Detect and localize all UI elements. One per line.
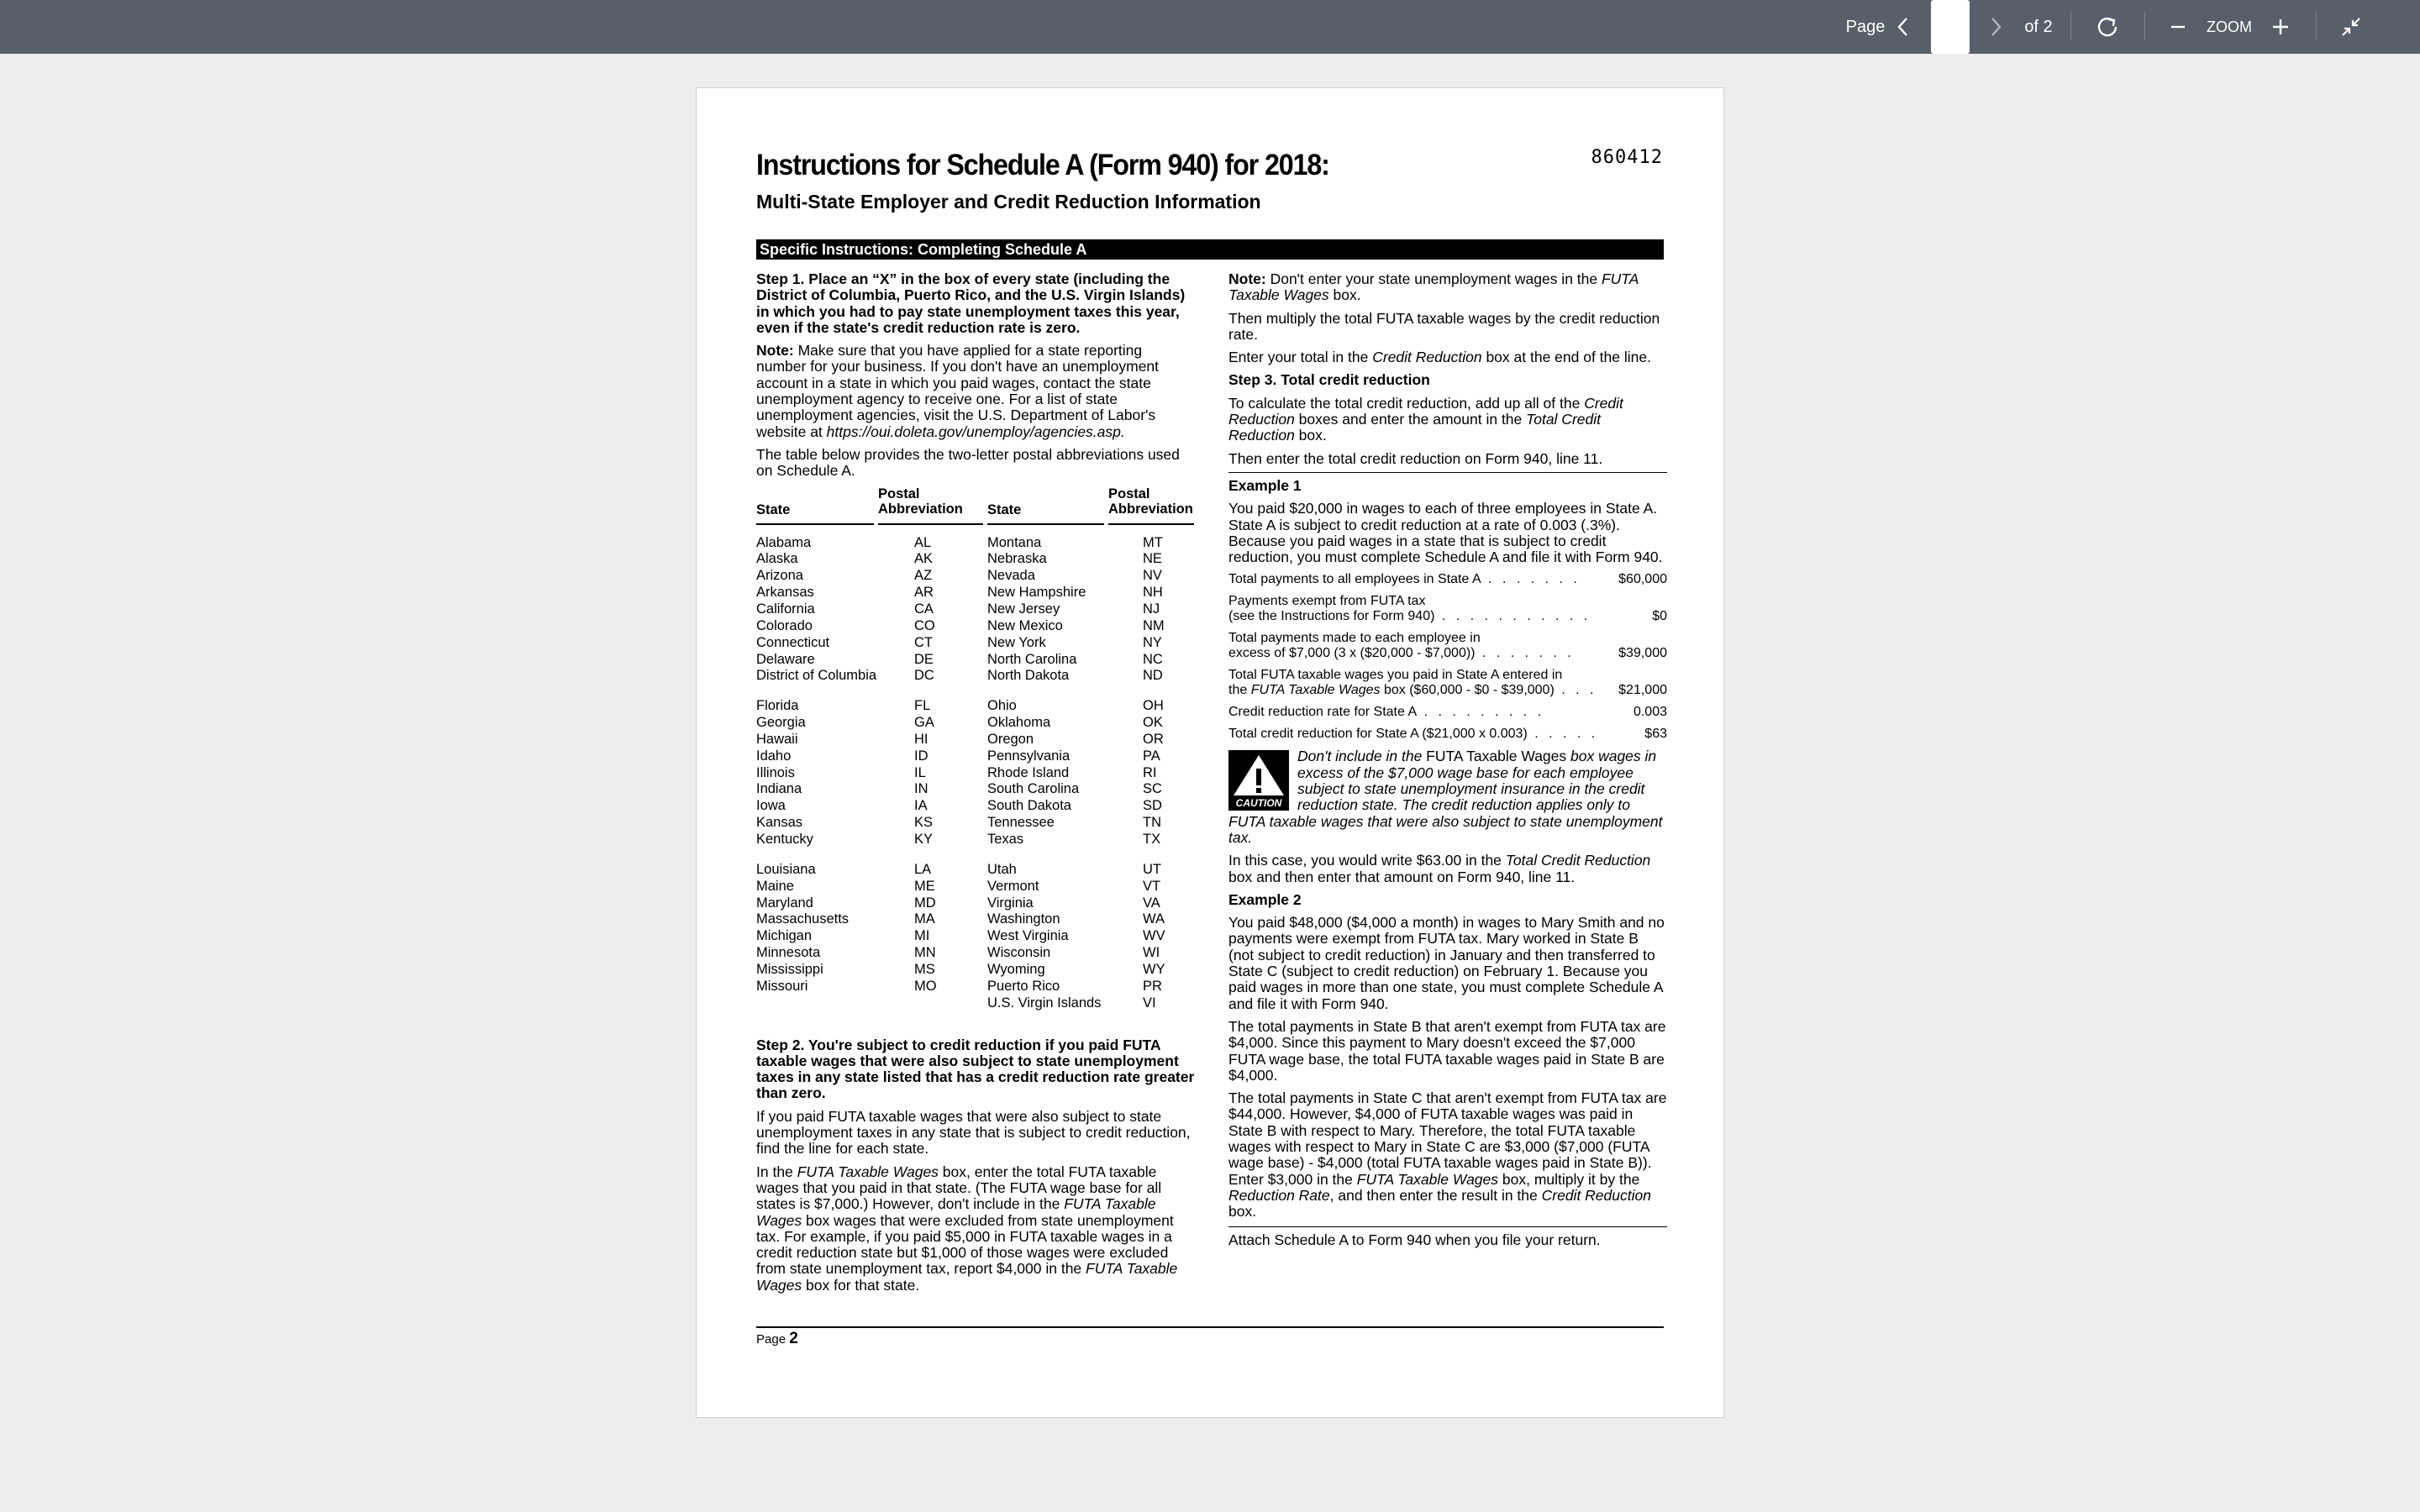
step2-heading: Step 2. You're subject to credit reduction if you paid FUTA taxable wages that were also subject to state unemployment taxes in any state listed that has a credit reduction rate greater than zero. [756,1036,1195,1102]
zoom-label: ZOOM [2207,18,2252,35]
state-name: Georgia [756,715,806,731]
note-paragraph [756,343,1195,440]
text: In this case, you would write $63.00 in the [1228,852,1506,869]
postal-line: Postal [1108,486,1150,501]
example2-heading: Example 2 [1228,890,1302,908]
state-abbreviation: NY [1143,634,1162,650]
state-abbreviation: VA [1143,895,1160,911]
step2-paragraph-1: If you paid FUTA taxable wages that were also subject to state unemployment taxes in any state that is subject to credit reduction, find the line for each state. [756,1107,1191,1158]
example1-line-4 [1228,668,1667,698]
state-abbreviation: SC [1143,781,1162,797]
state-name: Wyoming [987,961,1045,977]
state-name: Vermont [987,878,1039,894]
previous-page-button[interactable] [1886,0,1919,54]
line-label: box ($60,000 - $0 - $39,000) [1380,683,1555,698]
line-label: Payments exempt from FUTA tax [1228,594,1426,609]
document-page [696,87,1724,1418]
state-name: West Virginia [987,928,1069,944]
header-rule [756,523,874,525]
text: boxes and enter the amount in the [1294,411,1527,428]
state-abbreviation: MI [914,928,930,944]
multiply-paragraph: Then multiply the total FUTA taxable wages by the credit reduction rate. [1228,309,1660,343]
section-heading: Specific Instructions: Completing Schedule A [756,239,1664,260]
line-label: Total payments made to each employee in [1228,631,1481,646]
example1-line-6 [1228,727,1667,742]
state-abbreviation: OR [1143,731,1164,747]
state-name: Montana [987,534,1042,550]
page-count-label: of 2 [2024,17,2053,36]
state-name: Indiana [756,781,802,797]
text: Don't include in the [1297,748,1427,765]
state-abbreviation: CT [914,634,933,650]
text: box, multiply it by the [1498,1170,1640,1188]
state-abbreviation: UT [1143,861,1161,877]
table-header-state-2: State [987,501,1022,517]
state-abbreviation-table [756,486,1195,1031]
text: FUTA Taxable Wages [756,1260,1178,1294]
state-name: Maryland [756,895,813,911]
text: Credit Reduction [1228,394,1623,428]
next-page-button[interactable] [1980,0,2013,54]
left-column [756,271,1195,1300]
state-abbreviation: NJ [1143,601,1160,617]
state-abbreviation: IA [914,798,928,814]
state-name: Rhode Island [987,764,1070,780]
state-abbreviation: KS [914,815,934,831]
state-abbreviation: MD [914,895,936,911]
state-abbreviation: DE [914,651,934,667]
text: Don't enter your state unemployment wages in the [1265,270,1602,287]
table-header-state: State [756,501,791,517]
state-abbreviation: IN [914,781,929,797]
state-abbreviation: AL [914,534,932,550]
state-name: New Jersey [987,601,1060,617]
example1-line-1 [1228,572,1667,587]
state-abbreviation: MN [914,945,936,961]
state-abbreviation: CA [914,601,934,617]
state-abbreviation: AR [914,585,934,601]
state-name: Oregon [987,731,1034,747]
header-rule [878,523,983,525]
state-name: Minnesota [756,945,821,961]
state-abbreviation: NV [1143,568,1162,584]
table-header-postal-2 [1108,486,1193,517]
state-name: Idaho [756,748,792,764]
state-abbreviation: WA [1143,911,1165,927]
page-number-input[interactable]: 2 [1931,0,1970,54]
postal-line: Postal [878,486,920,501]
state-name: Arkansas [756,585,814,601]
text: box wages in excess of the $7,000 wage base for each employee subject to state unemployment insurance in the credit reduction state. The credit reduction applies only to FUTA taxable wages that were also subject to state unemployment tax. [1228,748,1663,846]
note-label: Note: [1228,270,1266,287]
minus-icon [2170,18,2186,35]
collapse-icon [2340,16,2362,38]
text: In the [756,1163,797,1180]
state-abbreviation: NC [1143,651,1163,667]
note-text: Make sure that you have applied for a state reporting number for your business. If you don't have an unemployment account in a state in which you paid wages, contact the state unemployment agency to receive one. For a list of state unemployment agencies, visit the U.S. Department of Labor's website at [756,342,1160,440]
document-subtitle: Multi-State Employer and Credit Reduction Information [756,191,1261,213]
example2-paragraph-2: The total payments in State B that aren't exempt from FUTA tax are $4,000. Since this payment to Mary doesn't exceed the $7,000 FUTA wage base, the total FUTA taxable wages paid in State B are $4,000. [1228,1017,1666,1084]
text: FUTA Taxable Wages [1228,270,1639,304]
line-label: Credit reduction rate for State A [1228,705,1418,720]
right-column [1228,271,1667,1256]
dot-leader: . . . . . . . [1475,646,1575,661]
rotate-icon [2096,15,2119,39]
toolbar-divider [2070,12,2071,40]
line-label: Total payments to all employees in State A [1228,572,1481,587]
text: Credit Reduction [1541,1186,1651,1204]
divider-rule [1228,1226,1667,1227]
state-name: Oklahoma [987,715,1051,731]
state-abbreviation: MA [914,911,935,927]
line-amount: 0.003 [1633,705,1667,720]
state-name: Virginia [987,895,1034,911]
line-label: FUTA Taxable Wages [1250,683,1381,698]
text: Credit Reduction [1372,349,1482,366]
state-abbreviation: RI [1143,764,1157,780]
dot-leader: . . . . . . . . . [1417,705,1545,720]
exit-fullscreen-button[interactable] [2333,0,2370,54]
enter-total-paragraph [1228,349,1667,365]
dot-leader: . . . . . . . . . . . [1434,609,1591,624]
line-amount: $60,000 [1618,572,1667,587]
state-abbreviation: ME [914,878,935,894]
example1-text: You paid $20,000 in wages to each of three employees in State A. State A is subject to credit reduction at a rate of 0.003 (.3%). Because you paid wages in a state that is subject to credit reduction, you must complete Schedule A and file it with Form 940. [1228,500,1663,566]
state-name: California [756,601,815,617]
state-name: Pennsylvania [987,748,1071,764]
zoom-in-button[interactable] [2262,0,2299,54]
state-name: Wisconsin [987,945,1051,961]
abbreviation-line: Abbreviation [1108,501,1193,517]
rotate-button[interactable] [2089,0,2126,54]
state-name: Maine [756,878,794,894]
state-abbreviation: MS [914,961,935,977]
attach-paragraph: Attach Schedule A to Form 940 when you file your return. [1228,1231,1601,1249]
state-name: Connecticut [756,634,830,650]
state-name: Kansas [756,815,803,831]
state-abbreviation: VT [1143,878,1161,894]
text: FUTA Taxable Wages [1356,1170,1499,1188]
text: The total payments in State C that aren't exempt from FUTA tax are $44,000. However, $4,000 of FUTA taxable wages was paid in State B with respect to Mary. Therefore, the total FUTA taxable wages with respect to Mary in State C are $3,000 ($7,000 (FUTA wage base) - $4,000 (total FUTA taxable wages paid in State B)). Enter $3,000 in the [1228,1089,1667,1188]
text: box. [1294,427,1327,444]
example2-paragraph-3 [1228,1090,1667,1220]
zoom-out-button[interactable] [2161,0,2195,54]
footer-page-number: 2 [789,1330,798,1347]
case-paragraph [1228,853,1667,885]
header-rule [987,523,1104,525]
dot-leader: . . . . . [1527,727,1599,742]
state-name: Arizona [756,568,803,584]
state-name: North Dakota [987,668,1070,684]
state-name: Iowa [756,798,786,814]
text: box. [1328,286,1361,304]
line-amount: $21,000 [1618,683,1667,698]
line-amount: $39,000 [1618,646,1667,661]
state-name: Michigan [756,928,813,944]
state-name: Nebraska [987,551,1047,567]
header-rule [1108,523,1194,525]
state-abbreviation: CO [914,617,935,633]
state-name: Colorado [756,617,813,633]
state-abbreviation: SD [1143,798,1162,814]
note-label: Note: [756,342,794,360]
state-abbreviation: PA [1143,748,1160,764]
state-name: Alaska [756,551,798,567]
chevron-left-icon [1897,17,1908,37]
line-label: excess of $7,000 (3 x ($20,000 - $7,000)) [1228,646,1476,661]
text: box wages that were excluded from state unemployment tax. For example, if you paid $5,000 in FUTA taxable wages in a credit reduction state but $1,000 of those wages were excluded from state unemployment tax, report $4,000 in the [756,1211,1174,1278]
text: box. [1228,1203,1257,1221]
state-name: Delaware [756,651,815,667]
divider-rule [1228,472,1667,473]
footer-page-label: Page [756,1332,786,1347]
page-label: Page [1845,17,1886,36]
step3-line11: Then enter the total credit reduction on Form 940, line 11. [1228,449,1603,467]
state-abbreviation: PR [1143,978,1162,994]
state-name: Kentucky [756,832,813,847]
table-intro: The table below provides the two-letter postal abbreviations used on Schedule A. [756,445,1180,480]
state-name: Alabama [756,534,812,550]
line-label: Total FUTA taxable wages you paid in State A entered in [1228,668,1563,683]
caution-icon [1228,750,1289,811]
state-name: Ohio [987,698,1017,714]
state-name: Massachusetts [756,911,850,927]
state-name: Utah [987,861,1017,877]
right-note [1228,271,1667,304]
plus-icon [2271,18,2290,36]
caution-icon-label: CAUTION [1235,797,1282,810]
text: FUTA Taxable Wages [797,1163,939,1180]
text: FUTA Taxable Wages [1426,748,1567,765]
state-name: U.S. Virgin Islands [987,995,1102,1011]
line-label: Total credit reduction for State A ($21,000 x 0.003) [1228,727,1528,742]
text: Enter your total in the [1228,349,1373,366]
state-abbreviation: TN [1143,815,1161,831]
text: Total Credit Reduction [1228,411,1601,444]
state-name: Texas [987,832,1024,847]
table-header-postal [878,486,963,517]
step2-paragraph-2 [756,1164,1195,1294]
state-abbreviation: WI [1143,945,1160,961]
footer-page [756,1330,798,1348]
state-abbreviation: LA [914,861,932,877]
state-name: Mississippi [756,961,823,977]
line-label: the [1228,683,1251,698]
state-abbreviation: AK [914,551,934,567]
line-label: (see the Instructions for Form 940) [1228,609,1435,624]
state-name: Louisiana [756,861,816,877]
chevron-right-icon [1991,17,2002,37]
state-name: New York [987,634,1046,650]
state-name: Hawaii [756,731,798,747]
example1-line-5 [1228,705,1667,720]
state-abbreviation: ND [1143,668,1163,684]
step3-paragraph [1228,396,1667,444]
state-name: New Hampshire [987,585,1086,601]
caution-block [1228,748,1667,846]
state-name: Washington [987,911,1060,927]
state-name: Puerto Rico [987,978,1060,994]
state-name: Tennessee [987,815,1055,831]
text: To calculate the total credit reduction, add up all of the [1228,394,1585,412]
catalog-number: 860412 [1591,147,1663,168]
state-name: North Carolina [987,651,1077,667]
state-name: Florida [756,698,799,714]
text: Reduction Rate [1228,1186,1330,1204]
text: box at the end of the line. [1481,349,1651,366]
example2-paragraph-1: You paid $48,000 ($4,000 a month) in wages to Mary Smith and no payments were exempt from FUTA tax. Mary worked in State B (not subject to credit reduction) in January and then transferred to State C (subject to credit reduction) on February 1. Because you paid wages in more than one state, you must complete Schedule A and file it with Form 940. [1228,914,1665,1012]
text: box for that state. [802,1276,920,1294]
text: , and then enter the result in the [1329,1186,1542,1204]
step3-heading: Step 3. Total credit reduction [1228,371,1430,389]
abbreviation-line: Abbreviation [878,501,963,517]
state-abbreviation: OK [1143,715,1163,731]
state-abbreviation: GA [914,715,934,731]
agencies-link[interactable]: https://oui.doleta.gov/unemploy/agencies.asp. [826,423,1125,440]
text: FUTA Taxable Wages [756,1195,1156,1229]
state-abbreviation: NE [1143,551,1162,567]
state-abbreviation: OH [1143,698,1164,714]
line-amount: $0 [1652,609,1667,624]
state-name: District of Columbia [756,668,877,684]
state-abbreviation: NM [1143,617,1165,633]
example1-heading: Example 1 [1228,476,1302,494]
state-name: South Carolina [987,781,1080,797]
text: Total Credit Reduction [1505,852,1651,869]
state-abbreviation: HI [914,731,929,747]
document-title: Instructions for Schedule A (Form 940) for 2018: [756,149,1329,181]
state-name: New Mexico [987,617,1063,633]
example1-line-3 [1228,631,1667,661]
step1-heading: Step 1. Place an “X” in the box of every state (including the District of Columbia, Puerto Rico, and the U.S. Virgin Islands) in which you had to pay state unemployment taxes this year, even if the state's credit reduction rate is zero. [756,270,1186,336]
text: box, enter the total FUTA taxable wages that you paid in that state. (The FUTA wage base for all states is $7,000.) However, don't include in the [756,1163,1162,1213]
state-abbreviation: ID [914,748,929,764]
state-abbreviation: NH [1143,585,1163,601]
state-abbreviation: FL [914,698,931,714]
state-name: Missouri [756,978,808,994]
state-abbreviation: TX [1143,832,1161,847]
dot-leader: . . . . . . . [1481,572,1581,587]
state-abbreviation: MO [914,978,937,994]
footer-rule [756,1326,1664,1328]
state-name: South Dakota [987,798,1071,814]
example1-line-2 [1228,594,1667,624]
state-name: Nevada [987,568,1035,584]
state-abbreviation: KY [914,832,934,847]
state-abbreviation: WY [1143,961,1165,977]
line-amount: $63 [1644,727,1667,742]
state-abbreviation: VI [1143,995,1156,1011]
text: box and then enter that amount on Form 940, line 11. [1228,868,1576,885]
dot-leader: . . . [1554,683,1597,698]
state-name: Illinois [756,764,795,780]
state-abbreviation: MT [1143,534,1163,550]
state-abbreviation: DC [914,668,934,684]
toolbar-divider [2144,12,2145,40]
state-abbreviation: AZ [914,568,933,584]
viewer-toolbar [0,0,2420,54]
toolbar-divider [2316,12,2317,40]
state-abbreviation: IL [914,764,926,780]
state-abbreviation: WV [1143,928,1165,944]
